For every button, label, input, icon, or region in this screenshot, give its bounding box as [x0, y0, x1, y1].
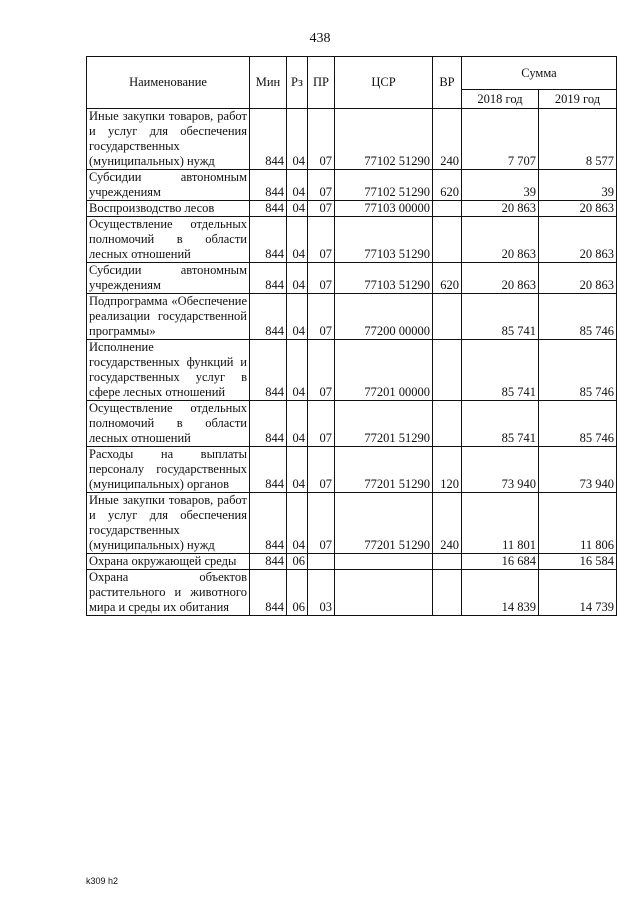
- row-min: 844: [250, 401, 287, 447]
- row-vr: 240: [433, 109, 462, 170]
- table-header: [87, 57, 617, 109]
- row-min: 844: [250, 570, 287, 616]
- row-sum-2018: 20 863: [462, 217, 539, 263]
- header-vr: ВР: [433, 57, 462, 109]
- row-vr: [433, 401, 462, 447]
- row-sum-2018: 14 839: [462, 570, 539, 616]
- row-rz: 04: [287, 294, 308, 340]
- row-sum-2018: 20 863: [462, 201, 539, 217]
- row-min: 844: [250, 201, 287, 217]
- footer-code: k309 h2: [86, 876, 119, 886]
- table-row: [87, 493, 617, 554]
- row-sum-2019: 11 806: [539, 493, 617, 554]
- table-row: [87, 201, 617, 217]
- row-sum-2019: 85 746: [539, 340, 617, 401]
- table-row: [87, 554, 617, 570]
- header-year-2018: 2018 год: [462, 90, 539, 109]
- header-sum: Сумма: [462, 57, 617, 90]
- row-pr: 07: [308, 294, 335, 340]
- row-pr: 07: [308, 263, 335, 294]
- row-name: Осуществление отдельных полномочий в области лесных отношений: [87, 401, 250, 447]
- row-vr: 120: [433, 447, 462, 493]
- row-pr: 03: [308, 570, 335, 616]
- row-csr: 77103 00000: [335, 201, 433, 217]
- row-min: 844: [250, 340, 287, 401]
- row-min: 844: [250, 447, 287, 493]
- row-sum-2018: 11 801: [462, 493, 539, 554]
- row-rz: 04: [287, 109, 308, 170]
- row-csr: 77201 51290: [335, 401, 433, 447]
- row-name: Воспроизводство лесов: [87, 201, 250, 217]
- row-vr: [433, 201, 462, 217]
- row-pr: 07: [308, 217, 335, 263]
- table-row: [87, 263, 617, 294]
- row-sum-2019: 14 739: [539, 570, 617, 616]
- row-csr: 77102 51290: [335, 109, 433, 170]
- row-name: Субсидии автономным учреждениям: [87, 263, 250, 294]
- row-name: Осуществление отдельных полномочий в области лесных отношений: [87, 217, 250, 263]
- table-row: [87, 570, 617, 616]
- header-year-2019: 2019 год: [539, 90, 617, 109]
- row-sum-2018: 39: [462, 170, 539, 201]
- row-min: 844: [250, 170, 287, 201]
- row-min: 844: [250, 217, 287, 263]
- row-vr: [433, 340, 462, 401]
- table-row: [87, 340, 617, 401]
- header-name: Наименование: [87, 57, 250, 109]
- row-name: Субсидии автономным учреждениям: [87, 170, 250, 201]
- row-sum-2018: 7 707: [462, 109, 539, 170]
- row-csr: 77103 51290: [335, 217, 433, 263]
- row-pr: 07: [308, 401, 335, 447]
- row-csr: [335, 570, 433, 616]
- row-pr: 07: [308, 109, 335, 170]
- row-vr: 240: [433, 493, 462, 554]
- row-rz: 04: [287, 201, 308, 217]
- row-pr: [308, 554, 335, 570]
- row-rz: 04: [287, 493, 308, 554]
- row-csr: 77103 51290: [335, 263, 433, 294]
- row-sum-2019: 73 940: [539, 447, 617, 493]
- row-vr: [433, 554, 462, 570]
- row-csr: 77200 00000: [335, 294, 433, 340]
- row-min: 844: [250, 263, 287, 294]
- row-sum-2019: 20 863: [539, 263, 617, 294]
- row-sum-2019: 20 863: [539, 217, 617, 263]
- row-min: 844: [250, 493, 287, 554]
- row-sum-2018: 20 863: [462, 263, 539, 294]
- row-min: 844: [250, 294, 287, 340]
- row-sum-2018: 85 741: [462, 401, 539, 447]
- table-row: [87, 170, 617, 201]
- row-name: Подпрограмма «Обеспечение реализации государственной программы»: [87, 294, 250, 340]
- row-name: Иные закупки товаров, работ и услуг для обеспечения государственных (муниципальных) нужд: [87, 109, 250, 170]
- table-row: [87, 217, 617, 263]
- row-name: Охрана окружающей среды: [87, 554, 250, 570]
- table-row: [87, 109, 617, 170]
- row-sum-2019: 16 584: [539, 554, 617, 570]
- header-csr: ЦСР: [335, 57, 433, 109]
- row-pr: 07: [308, 170, 335, 201]
- row-pr: 07: [308, 493, 335, 554]
- row-rz: 06: [287, 570, 308, 616]
- budget-table: [86, 56, 617, 616]
- row-rz: 04: [287, 340, 308, 401]
- row-pr: 07: [308, 201, 335, 217]
- row-name: Расходы на выплаты персоналу государственных (муниципальных) органов: [87, 447, 250, 493]
- header-pr: ПР: [308, 57, 335, 109]
- row-pr: 07: [308, 340, 335, 401]
- table-row: [87, 401, 617, 447]
- row-sum-2019: 85 746: [539, 294, 617, 340]
- row-sum-2018: 85 741: [462, 294, 539, 340]
- row-csr: 77201 51290: [335, 493, 433, 554]
- row-sum-2019: 20 863: [539, 201, 617, 217]
- row-sum-2018: 16 684: [462, 554, 539, 570]
- row-sum-2018: 85 741: [462, 340, 539, 401]
- row-sum-2019: 85 746: [539, 401, 617, 447]
- row-vr: [433, 294, 462, 340]
- row-pr: 07: [308, 447, 335, 493]
- row-rz: 04: [287, 217, 308, 263]
- table-row: [87, 447, 617, 493]
- row-rz: 04: [287, 170, 308, 201]
- page-number: 438: [309, 31, 331, 46]
- row-csr: 77201 00000: [335, 340, 433, 401]
- header-rz: Рз: [287, 57, 308, 109]
- row-rz: 04: [287, 447, 308, 493]
- row-name: Охрана объектов растительного и животного мира и среды их обитания: [87, 570, 250, 616]
- row-sum-2019: 39: [539, 170, 617, 201]
- row-vr: 620: [433, 170, 462, 201]
- table-body: [87, 109, 617, 616]
- row-vr: [433, 570, 462, 616]
- row-csr: 77201 51290: [335, 447, 433, 493]
- row-rz: 06: [287, 554, 308, 570]
- row-min: 844: [250, 554, 287, 570]
- row-vr: 620: [433, 263, 462, 294]
- row-rz: 04: [287, 263, 308, 294]
- row-csr: 77102 51290: [335, 170, 433, 201]
- row-vr: [433, 217, 462, 263]
- row-sum-2018: 73 940: [462, 447, 539, 493]
- row-name: Иные закупки товаров, работ и услуг для обеспечения государственных (муниципальных) нужд: [87, 493, 250, 554]
- row-sum-2019: 8 577: [539, 109, 617, 170]
- table-row: [87, 294, 617, 340]
- row-rz: 04: [287, 401, 308, 447]
- row-min: 844: [250, 109, 287, 170]
- header-min: Мин: [250, 57, 287, 109]
- row-name: Исполнение государственных функций и государственных услуг в сфере лесных отношений: [87, 340, 250, 401]
- row-csr: [335, 554, 433, 570]
